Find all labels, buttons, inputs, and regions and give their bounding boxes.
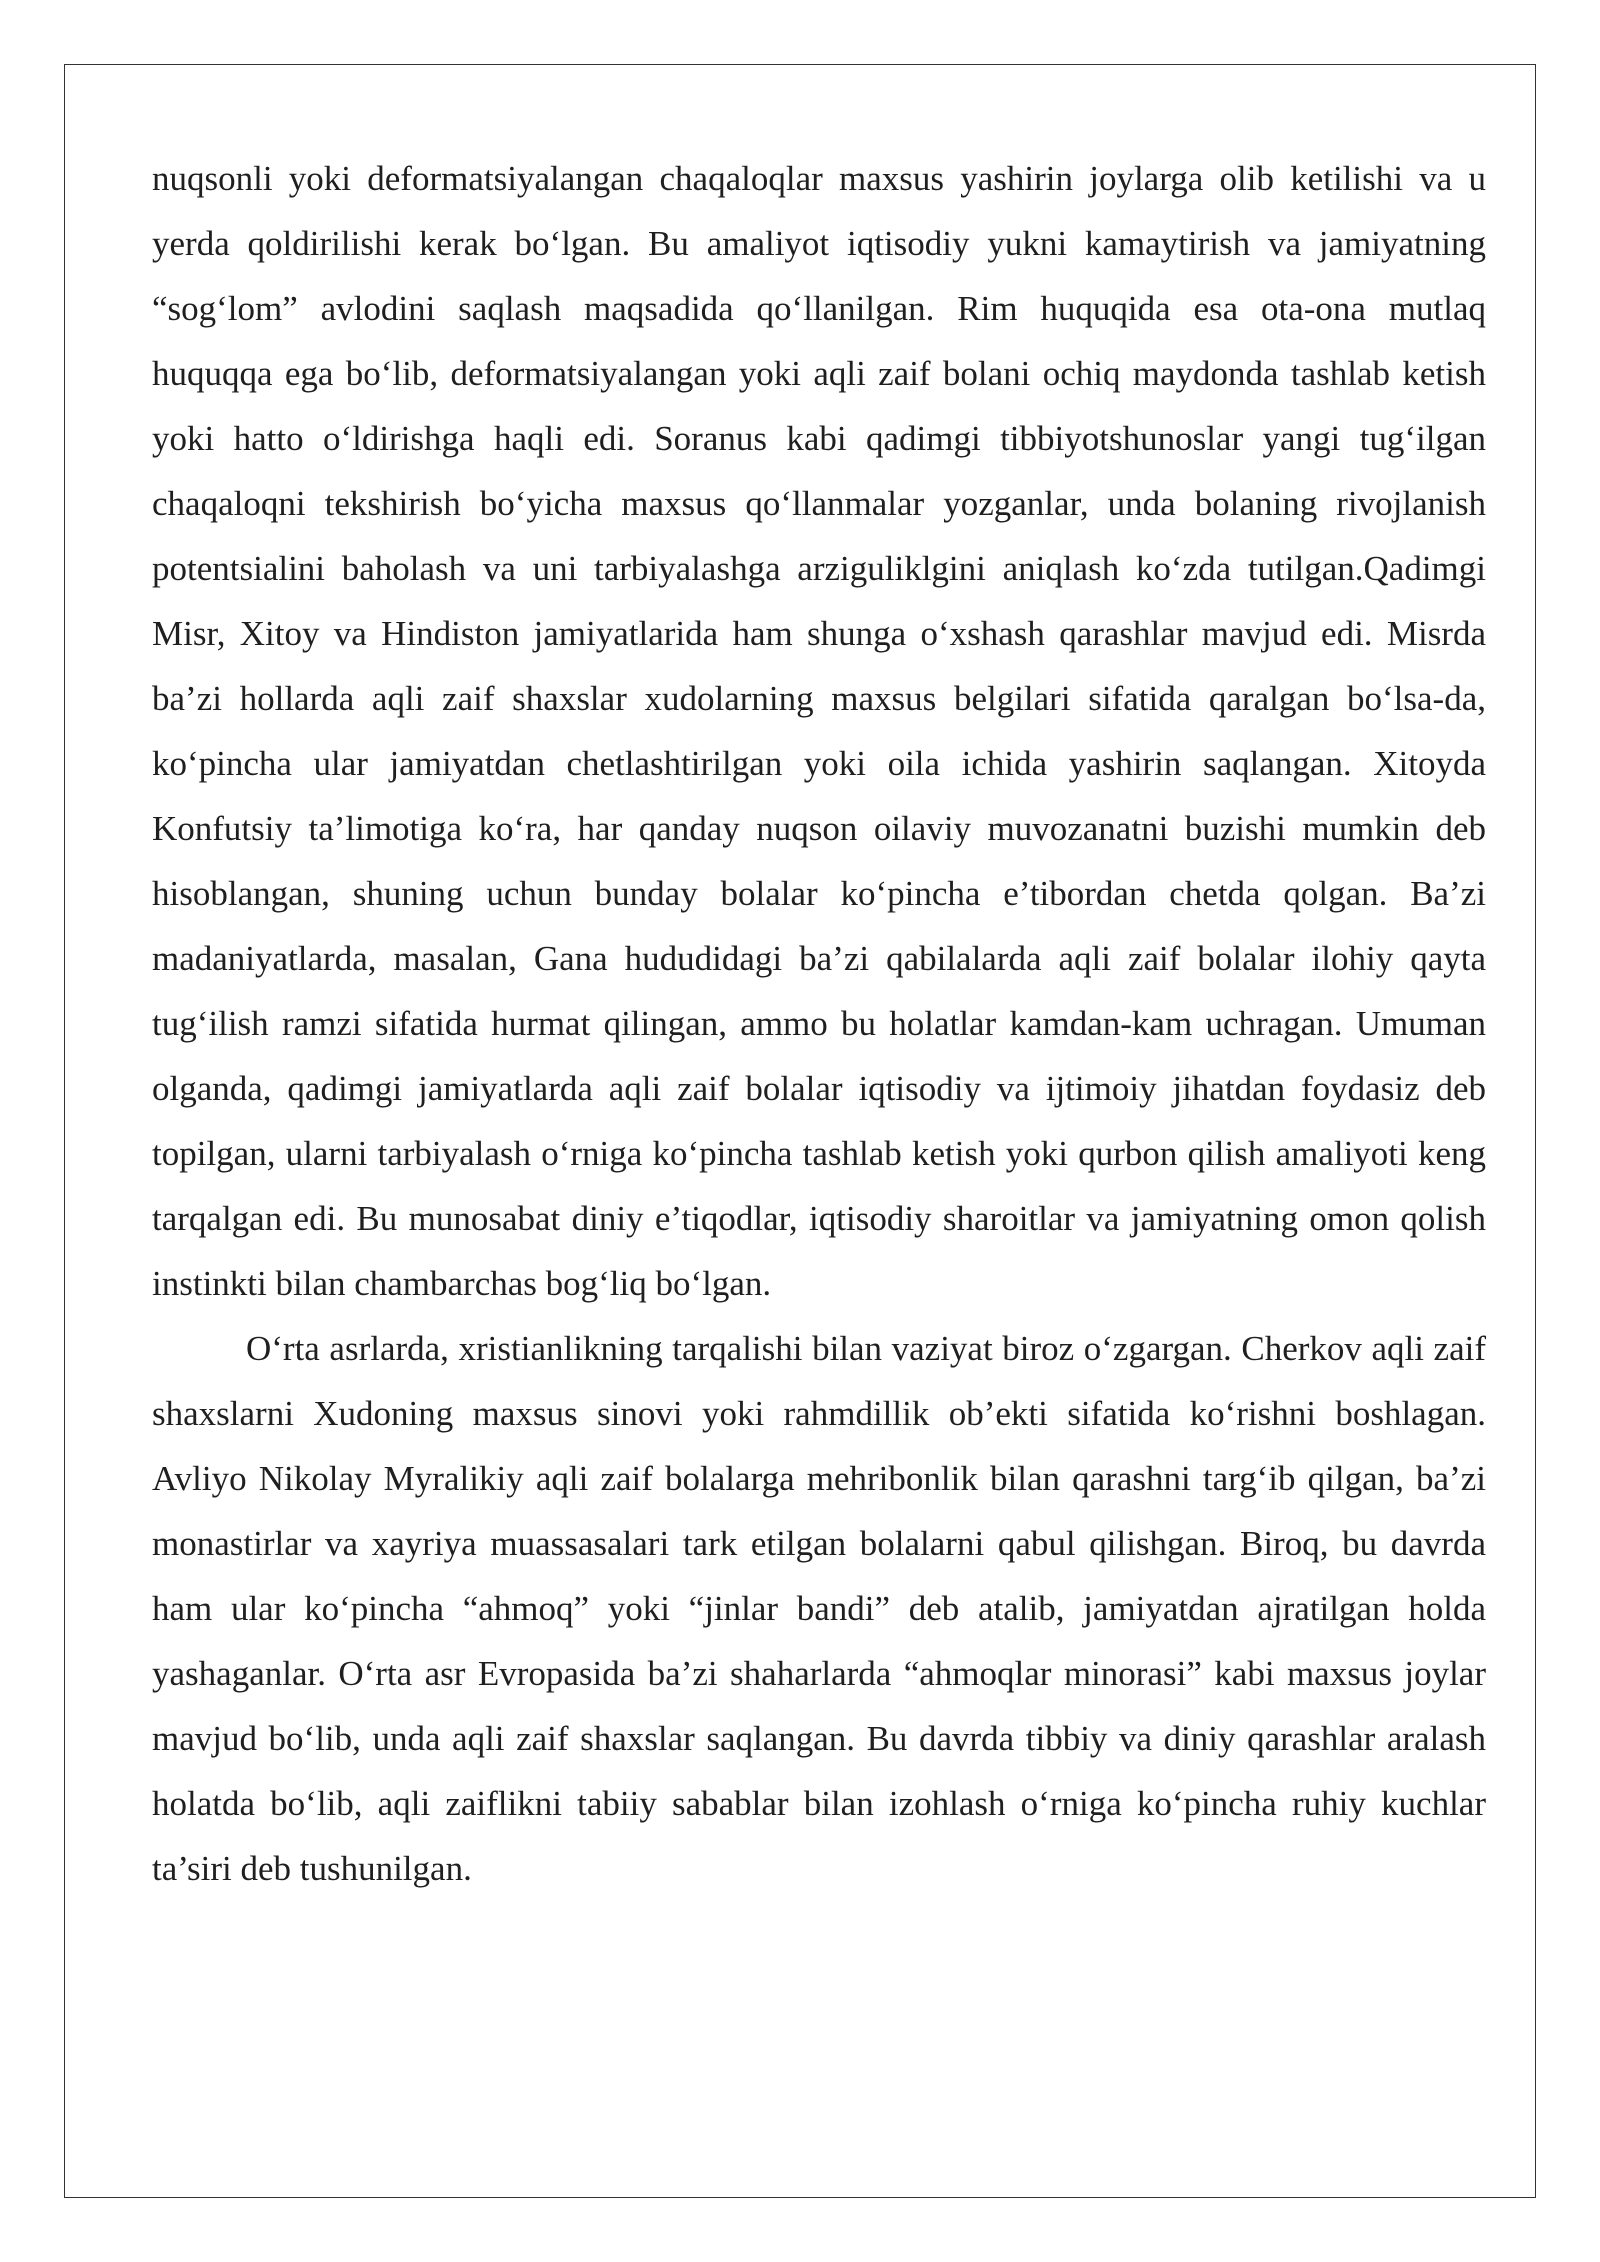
document-body [152,146,1486,1901]
paragraph-middle-ages: O‘rta asrlarda, xristianlikning tarqalishi bilan vaziyat biroz o‘zgargan. Cherkov aqli zaif shaxslarni Xudoning maxsus sinovi yoki rahmdillik ob’ekti sifatida ko‘rishni boshlagan. Avliyo Nikolay Myralikiy aqli zaif bolalarga mehribonlik bilan qarashni targ‘ib qilgan, ba’zi monastirlar va xayriya muassasalari tark etilgan bolalarni qabul qilishgan. Biroq, bu davrda ham ular ko‘pincha “ahmoq” yoki “jinlar bandi” deb atalib, jamiyatdan ajratilgan holda yashaganlar. O‘rta asr Evropasida ba’zi shaharlarda “ahmoqlar minorasi” kabi maxsus joylar mavjud bo‘lib, unda aqli zaif shaxslar saqlangan. Bu davrda tibbiy va diniy qarashlar aralash holatda bo‘lib, aqli zaiflikni tabiiy sabablar bilan izohlash o‘rniga ko‘pincha ruhiy kuchlar ta’siri deb tushunilgan. [152,1329,1486,1888]
paragraph-continued: nuqsonli yoki deformatsiyalangan chaqaloqlar maxsus yashirin joylarga olib ketilishi va u yerda qoldirilishi kerak bo‘lgan. Bu amaliyot iqtisodiy yukni kamaytirish va jamiyatning “sog‘lom” avlodini saqlash maqsadida qo‘llanilgan. Rim huquqida esa ota-ona mutlaq huquqqa ega bo‘lib, deformatsiyalangan yoki aqli zaif bolani ochiq maydonda tashlab ketish yoki hatto o‘ldirishga haqli edi. Soranus kabi qadimgi tibbiyotshunoslar yangi tug‘ilgan chaqaloqni tekshirish bo‘yicha maxsus qo‘llanmalar yozganlar, unda bolaning rivojlanish potentsialini baholash va uni tarbiyalashga arziguliklgini aniqlash ko‘zda tutilgan.Qadimgi Misr, Xitoy va Hindiston jamiyatlarida ham shunga o‘xshash qarashlar mavjud edi. Misrda ba’zi hollarda aqli zaif shaxslar xudolarning maxsus belgilari sifatida qaralgan bo‘lsa-da, ko‘pincha ular jamiyatdan chetlashtirilgan yoki oila ichida yashirin saqlangan. Xitoyda Konfutsiy ta’limotiga ko‘ra, har qanday nuqson oilaviy muvozanatni buzishi mumkin deb hisoblangan, shuning uchun bunday bolalar ko‘pincha e’tibordan chetda qolgan. Ba’zi madaniyatlarda, masalan, Gana hududidagi ba’zi qabilalarda aqli zaif bolalar ilohiy qayta tug‘ilish ramzi sifatida hurmat qilingan, ammo bu holatlar kamdan-kam uchragan. Umuman olganda, qadimgi jamiyatlarda aqli zaif bolalar iqtisodiy va ijtimoiy jihatdan foydasiz deb topilgan, ularni tarbiyalash o‘rniga ko‘pincha tashlab ketish yoki qurbon qilish amaliyoti keng tarqalgan edi. Bu munosabat diniy e’tiqodlar, iqtisodiy sharoitlar va jamiyatning omon qolish instinkti bilan chambarchas bog‘liq bo‘lgan. [152,159,1486,1303]
